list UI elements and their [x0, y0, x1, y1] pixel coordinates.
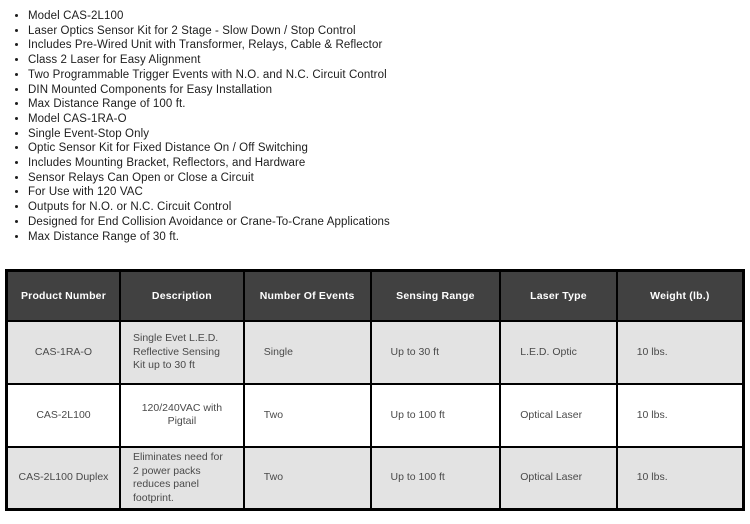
- column-header-product-number: Product Number: [7, 271, 120, 321]
- cell-events: Single: [244, 321, 371, 384]
- cell-laser-type: Optical Laser: [500, 384, 616, 447]
- bullet-item: • Includes Mounting Bracket, Reflectors, and Hardware: [28, 156, 750, 171]
- cell-sensing-range: Up to 100 ft: [371, 447, 501, 510]
- cell-weight: 10 lbs.: [617, 447, 744, 510]
- column-header-sensing-range: Sensing Range: [371, 271, 501, 321]
- feature-bullet-list: [0, 9, 750, 244]
- bullet-item: • Two Programmable Trigger Events with N.O. and N.C. Circuit Control: [28, 68, 750, 83]
- cell-sensing-range: Up to 30 ft: [371, 321, 501, 384]
- cell-laser-type: Optical Laser: [500, 447, 616, 510]
- bullet-item: • Model CAS-1RA-O: [28, 112, 750, 127]
- bullet-item: • DIN Mounted Components for Easy Installation: [28, 83, 750, 98]
- table-row: [7, 321, 744, 384]
- bullet-item: • Max Distance Range of 30 ft.: [28, 230, 750, 245]
- cell-events: Two: [244, 447, 371, 510]
- bullet-item: • Laser Optics Sensor Kit for 2 Stage - Slow Down / Stop Control: [28, 24, 750, 39]
- column-header-number-of-events: Number Of Events: [244, 271, 371, 321]
- bullet-item: • Designed for End Collision Avoidance or Crane-To-Crane Applications: [28, 215, 750, 230]
- cell-description: Single Evet L.E.D. Reflective Sensing Kit up to 30 ft: [120, 321, 244, 384]
- bullet-item: • Outputs for N.O. or N.C. Circuit Control: [28, 200, 750, 215]
- cell-sensing-range: Up to 100 ft: [371, 384, 501, 447]
- cell-weight: 10 lbs.: [617, 384, 744, 447]
- bullet-item: • Includes Pre-Wired Unit with Transformer, Relays, Cable & Reflector: [28, 38, 750, 53]
- cell-product-number: CAS-1RA-O: [7, 321, 120, 384]
- cell-laser-type: L.E.D. Optic: [500, 321, 616, 384]
- cell-events: Two: [244, 384, 371, 447]
- bullet-item: • Model CAS-2L100: [28, 9, 750, 24]
- cell-description: Eliminates need for 2 power packs reduces panel footprint.: [120, 447, 244, 510]
- product-comparison-table: [5, 269, 745, 511]
- bullet-item: • Sensor Relays Can Open or Close a Circuit: [28, 171, 750, 186]
- bullet-item: • For Use with 120 VAC: [28, 185, 750, 200]
- cell-weight: 10 lbs.: [617, 321, 744, 384]
- table-row: [7, 447, 744, 510]
- bullet-item: • Single Event-Stop Only: [28, 127, 750, 142]
- bullet-item: • Optic Sensor Kit for Fixed Distance On / Off Switching: [28, 141, 750, 156]
- table-row: [7, 384, 744, 447]
- cell-product-number: CAS-2L100 Duplex: [7, 447, 120, 510]
- column-header-weight: Weight (lb.): [617, 271, 744, 321]
- column-header-laser-type: Laser Type: [500, 271, 616, 321]
- bullet-item: • Max Distance Range of 100 ft.: [28, 97, 750, 112]
- table-header-row: [7, 271, 744, 321]
- column-header-description: Description: [120, 271, 244, 321]
- cell-description: 120/240VAC with Pigtail: [120, 384, 244, 447]
- cell-product-number: CAS-2L100: [7, 384, 120, 447]
- bullet-item: • Class 2 Laser for Easy Alignment: [28, 53, 750, 68]
